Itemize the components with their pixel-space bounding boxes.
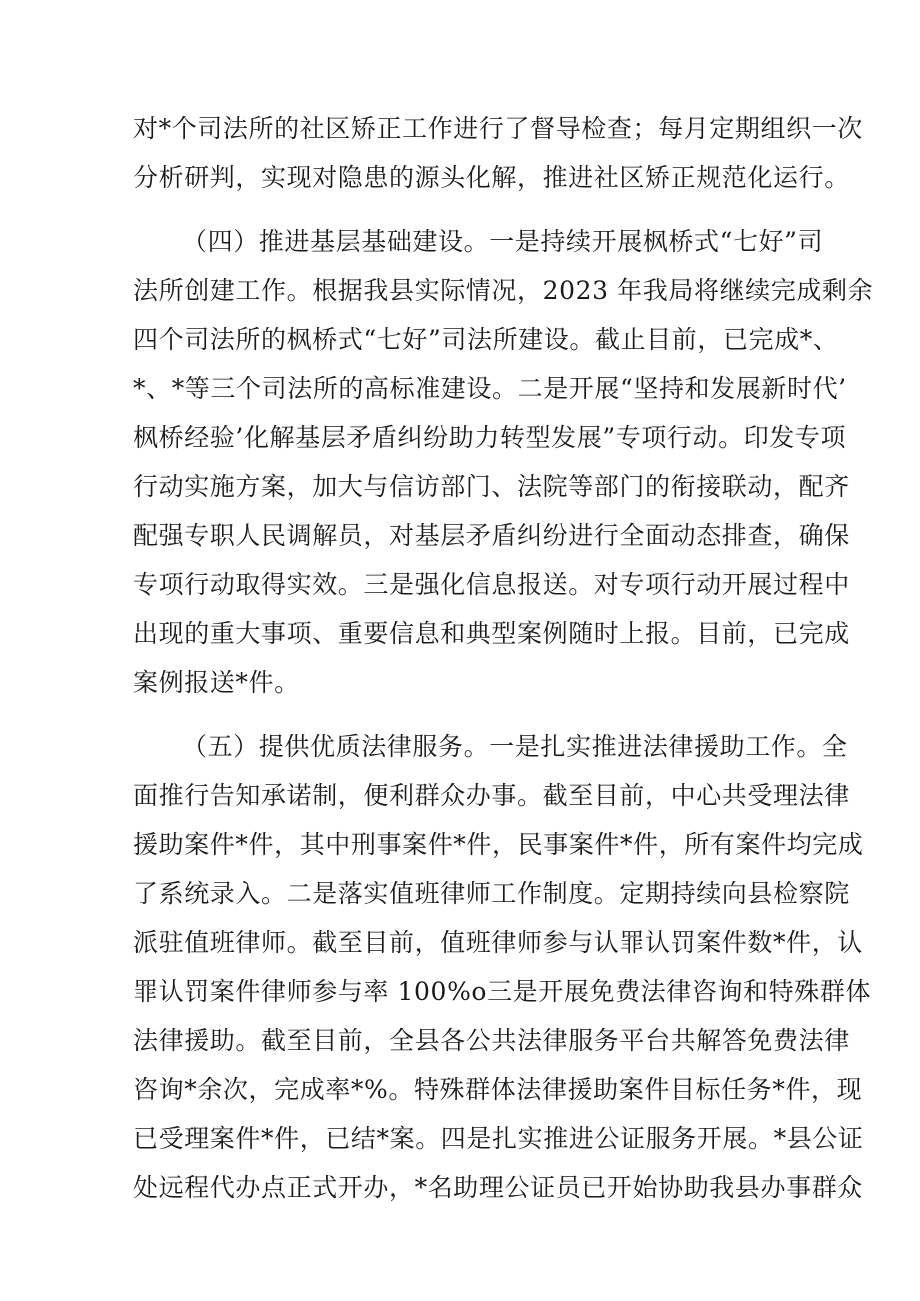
text-line: 罪认罚案件律师参与率 100%o三是开展免费法律咨询和特殊群体 [133, 977, 872, 1006]
text-line: 专项行动取得实效。三是强化信息报送。对专项行动开展过程中 [133, 570, 850, 599]
text-line: 配强专职人民调解员，对基层矛盾纠纷进行全面动态排查，确保 [133, 521, 850, 550]
text-line: 出现的重大事项、重要信息和典型案例随时上报。目前，已完成 [133, 619, 850, 648]
text-line: 咨询*余次，完成率*%。特殊群体法律援助案件目标任务*件，现 [133, 1075, 863, 1104]
text-line: 法所创建工作。根据我县实际情况，2023 年我局将继续完成剩余 [133, 276, 874, 305]
text-line: 对*个司法所的社区矫正工作进行了督导检查；每月定期组织一次 [133, 114, 863, 143]
text-line: 四个司法所的枫桥式“七好”司法所建设。截止目前，已完成*、 [133, 325, 839, 354]
text-line: 法律援助。截至目前，全县各公共法律服务平台共解答免费法律 [133, 1026, 850, 1055]
text-line: 案例报送*件。 [133, 668, 300, 697]
section-5-heading-line: （五）提供优质法律服务。一是扎实推进法律援助工作。全 [182, 732, 848, 761]
text-line: 援助案件*件，其中刑事案件*件，民事案件*件，所有案件均完成 [133, 830, 864, 859]
text-line: 面推行告知承诺制，便利群众办事。截至目前，中心共受理法律 [133, 781, 850, 810]
text-line: 派驻值班律师。截至目前，值班律师参与认罪认罚案件数*件，认 [133, 928, 863, 957]
section-4-heading-line: （四）推进基层基础建设。一是持续开展枫桥式“七好”司 [182, 227, 824, 256]
text-line: 分析研判，实现对隐患的源头化解，推进社区矫正规范化运行。 [133, 163, 850, 192]
text-line: 已受理案件*件，已结*案。四是扎实推进公证服务开展。*县公证 [133, 1124, 864, 1153]
text-line: 了系统录入。二是落实值班律师工作制度。定期持续向县检察院 [133, 879, 850, 908]
text-line: 枫桥经验’化解基层矛盾纠纷助力转型发展”专项行动。印发专项 [133, 423, 847, 452]
text-line: 处远程代办点正式开办，*名助理公证员已开始协助我县办事群众 [133, 1173, 863, 1202]
text-line: 行动实施方案，加大与信访部门、法院等部门的衔接联动，配齐 [133, 472, 850, 501]
text-line: *、*等三个司法所的高标准建设。二是开展“坚持和发展新时代’ [133, 374, 847, 403]
